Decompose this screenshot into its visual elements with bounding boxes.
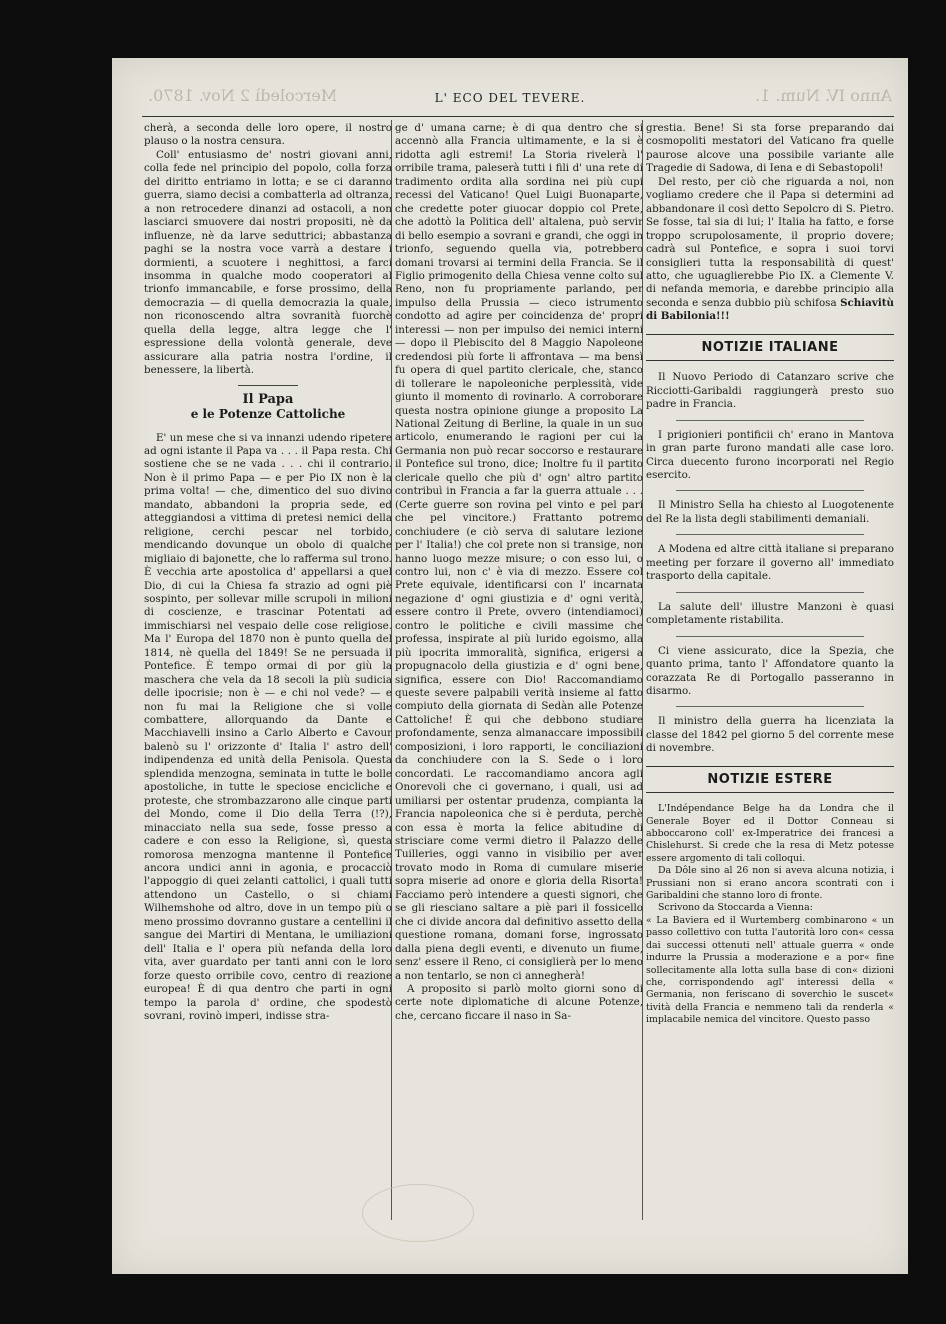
- article-body-part-1: E' un mese che si va innanzi udendo ripetere ad ogni istante il Papa va . . . il Papa resta. Chi sostiene che se ne vada . . . chi il contrario. Non è il primo Papa — e per Pio IX non è la prima volta! — che, dimentico del suo divino mandato, abbandoni la propria sede, ed atteggiandosi a vittima di pretesi nemici della religione, cerchi pescar nel torbido, mendicando dovunque un obolo di qualche migliaio di bajonette, che lo rafferma sul trono. È vecchia arte apostolica d' appellarsi a quel Dio, di cui la Chiesa fa strazio ad ogni piè sospinto, per sollevar mille scrupoli in milioni di coscienze, e trascinar Potentati ad immischiarsi nel vespaio delle cose religiose. Ma l' Europa del 1870 non è punto quella del 1814, nè quella del 1849! Se ne persuada il Pontefice. È tempo ormai di por giù la maschera che vela da 18 secoli la più sudicia delle ipocrisie; non è — e chi nol vede? — e non fu mai la Religione che si volle combattere, allorquando da Dante e Macchiavelli insino a Carlo Alberto e Cavour balenò su l' orizzonte d' Italia l' astro dell' indipendenza ed unità della Penisola. Questa splendida menzogna, seminata in tutte le bolle apostoliche, in tutte le speciose encicliche e proteste, che strombazzarono alle cinque parti del Mondo, come il Dio della Terra (!?), minacciato nella sua sede, fosse presso a cadere e con esso la Religione, sì, questa romorosa menzogna mantenne il Pontefice ancora undici anni in agonia, e procacciò l'appoggio di quei zelanti cattolici, i quali tutti attendono un Castello, o si chiami Wilhemshohe od altro, dove in un tempo più o meno prossimo dovranno gustare a centellini il sangue dei Martiri di Mentana, le umiliazioni dell' Italia e l' opera più nefanda della loro vita, aver guardato per tanti anni con le loro forze questo orribile covo, centro di reazione europea! È di qua dentro che parti in ogni tempo la parola d' ordine, che spodestò sovrani, rovinò imperi, indisse stra-: [144, 431, 392, 1022]
- news-item: Il Ministro Sella ha chiesto al Luogotenente del Re la lista degli stabilimenti demaniali.: [646, 499, 894, 525]
- section-heading-italian-news: NOTIZIE ITALIANE: [646, 334, 894, 361]
- news-item: La salute dell' illustre Manzoni è quasi completamente ristabilita.: [646, 600, 894, 627]
- foreign-news-item: L'Indépendance Belge ha da Londra che il Generale Boyer ed il Dottor Conneau si abboccarono coll' ex-Imperatrice dei francesi a Chislehurst. Si crede che la resa di Metz potesse essere argomento di tali colloqui.: [646, 803, 894, 864]
- library-stamp: [362, 1184, 474, 1242]
- news-divider: [676, 706, 864, 707]
- article-subtitle: e le Potenze Cattoliche: [190, 407, 346, 422]
- news-divider: [676, 490, 864, 491]
- news-item: Ci viene assicurato, dice la Spezia, che quanto prima, tanto l' Affondatore quanto la corazzata Re di Portogallo passeranno in disarmo.: [646, 644, 894, 697]
- column-3: [646, 122, 894, 1222]
- news-divider: [676, 592, 864, 593]
- paragraph-manifesto: Coll' entusiasmo de' nostri giovani anni, colla fede nel principio del popolo, colla forza del diritto entriamo in lotta; e se ci daranno guerra, siamo decisi a combatterla ad oltranza, a non retrocedere dinanzi ad ostacoli, a non lasciarci smuovere dai nostri propositi, nè da influenze, nè da larve seduttrici; abbastanza paghi se la nostra voce varrà a destare i dormienti, a scuotere i neghittosi, a farci insomma in qualche modo cooperatori al trionfo immancabile, e forse prossimo, della democrazia — di quella democrazia la quale, non riconoscendo altra sovranità fuorchè quella della legge, altra legge che l' espressione della volontà generale, deve assicurare alla patria nostra l'ordine, il benessere, la libertà.: [144, 148, 392, 377]
- news-item: Il Nuovo Periodo di Catanzaro scrive che Ricciotti-Garibaldi raggiungerà presto suo padre in Francia.: [646, 371, 894, 411]
- column-1: [144, 122, 392, 1222]
- article-body-part-2: ge d' umana carne; è di qua dentro che si accennò alla Francia ultimamente, e la si è ridotta agli estremi! La Storia rivelerà l' orribile trama, paleserà tutti i fili d' una rete di tradimento ordita alla sordina nei più cupi recessi del Vaticano! Quel Luigi Buonaparte, che credette poter giuocar doppio col Prete, che adottò la Politica dell' altalena, può servir di bello esempio a sovrani e grandi, che oggi in trionfo, seguendo quella via, potrebbero domani trovarsi ai termini della Francia. Se il Figlio primogenito della Chiesa venne colto sul Reno, non fu propriamente parlando, per impulso della Prussia — cieco istrumento condotto ad agire per coincidenza de' propri interessi — non per impulso dei nemici interni — dopo il Plebiscito del 8 Maggio Napoleone credendosi più forte li affrontava — ma bensì fu opera di quel partito clericale, che, stanco di tollerare le napoleoniche perplessità, vide giunto il momento di rovinarlo. A corroborare questa nostra opinione giunge a proposito La National Zeitung di Berline, la quale in un suo articolo, enumerando le ragioni per cui la Germania non può recar soccorso e restaurare il Pontefice sul trono, dice; Inoltre fu il partito clericale quello che più d' ogn' altro partito contribuì in Francia a far la guerra attuale . . . (Certe guerre son rovina pel vinto e pel pari che pel vincitore.) Frattanto potremo conchiudere (e ciò serva di salutare lezione per l' Italia!) che col prete non si transige, non hanno luogo mezze misure; o con esso lui, o contro lui, non c' è via di mezzo. Essere col Prete equivale, identificarsi con l' incarnata negazione d' ogni giustizia e d' ogni verità, essere contro il Prete, ovvero (intendiamoci) contro le politiche e civili massime che professa, inspirate al più lurido egoismo, alla più ipocrita immoralità, significa, erigersi a propugnacolo della giustizia e d' ogni bene, significa, essere con Dio! Raccomandiamo queste severe palpabili verità insieme al fatto compiuto della giornata di Sedàn alle Potenze Cattoliche! È qui che debbono studiare profondamente, senza almanaccare impossibili composizioni, i loro rapporti, le conciliazioni da conchiudere con la S. Sede o i loro concordati. Le raccomandiamo ancora agli Onorevoli che ci governano, i quali, usi ad umiliarsi per ostentar prudenza, compianta la Francia napoleonica che si è perduta, perchè con essa è morta la felice abitudine di strisciare come vermi dietro il Palazzo delle Tuilleries, oggi vanno in visibilio per aver trovato modo in Roma di cumulare miserie sopra miserie ad onore e gloria della Risorta! Facciamo però intendere a questi signori, che se gli riesciano saltare a piè pari il fossicello che ci divide ancora dal definitivo assetto della questione romana, domani forse, ingrossato dalla piena degli eventi, e divenuto un fiume, senz' essere il Reno, ci consiglierà per lo meno a non tentarlo, se non ci annegherà!: [395, 122, 643, 982]
- article-title: Il Papa: [242, 391, 294, 407]
- article-divider: [238, 385, 298, 386]
- news-item: I prigionieri pontificii ch' erano in Mantova in gran parte furono mandati alle case loro. Circa duecento furono incorporati nel Regio esercito.: [646, 428, 894, 481]
- newspaper-page: [112, 58, 908, 1274]
- article-conclusion: [646, 176, 894, 324]
- article-body-part-3: A proposito si parlò molto giorni sono di certe note diplomatiche di alcune Potenze, che, cercano ficcare il naso in Sa-: [395, 983, 643, 1022]
- article-body-part-4: grestia. Bene! Si sta forse preparando dai cosmopoliti mestatori del Vaticano fra quelle paurose alcove una possibile variante alle Tragedie di Sadowa, di Iena e di Sebastopoli!: [646, 122, 894, 175]
- foreign-news-quote: « La Baviera ed il Wurtemberg combinarono « un passo collettivo con tutta l'autorità loro con« cessa dai successi ottenuti nell' attuale guerra « onde indurre la Prussia a moderazione e a por« fine sollecitamente alla lotta sulla base di con« dizioni che, corrispondendo agl' interessi della « Germania, non feriscano di soverchio le suscet« tività della Francia e nemmeno tali da renderla « implacabile nemica del vincitore. Questo passo: [646, 914, 894, 1026]
- news-item: A Modena ed altre città italiane si preparano meeting per forzare il governo all' immediato trasporto della capitale.: [646, 543, 894, 583]
- masthead-title: L' ECO DEL TEVERE.: [434, 91, 586, 105]
- article-conclusion-text: Del resto, per ciò che riguarda a noi, non vogliamo credere che il Papa si determini ad abbandonare il così detto Sepolcro di S. Pietro. Se fosse, tal sia di lui; l' Italia ha fatto, e forse troppo scrupolosamente, il proprio dovere; cadrà sul Pontefice, e sopra i suoi torvi consiglieri tutta la responsabilità di quest' atto, che uguaglierebbe Pio IX. a Clemente V. di nefanda memoria, e darebbe principio alla seconda e senza dubbio più schifosa: [646, 175, 894, 309]
- bleed-through-issue: Anno IV. Num. 1.: [754, 86, 892, 105]
- bleed-through-date: Mercoledì 2 Nov. 1870.: [148, 86, 338, 105]
- paragraph-intro-end: cherà, a seconda delle loro opere, il nostro plauso o la nostra censura.: [144, 122, 392, 148]
- news-divider: [676, 420, 864, 421]
- column-2: [395, 122, 643, 1222]
- header-rule: [142, 116, 894, 117]
- news-divider: [676, 636, 864, 637]
- foreign-news-item: Scrivono da Stoccarda a Vienna:: [658, 902, 813, 914]
- article-conclusion-bold: Schiavitù di Babilonia!!!: [646, 296, 894, 323]
- section-heading-foreign-news: NOTIZIE ESTERE: [646, 766, 894, 793]
- news-divider: [676, 534, 864, 535]
- news-item: Il ministro della guerra ha licenziata la classe del 1842 pel giorno 5 del corrente mese di novembre.: [646, 715, 894, 755]
- foreign-news-item: Da Dôle sino al 26 non si aveva alcuna notizia, i Prussiani non si erano ancora scontrati con i Garibaldini che stanno loro di fronte.: [646, 865, 894, 902]
